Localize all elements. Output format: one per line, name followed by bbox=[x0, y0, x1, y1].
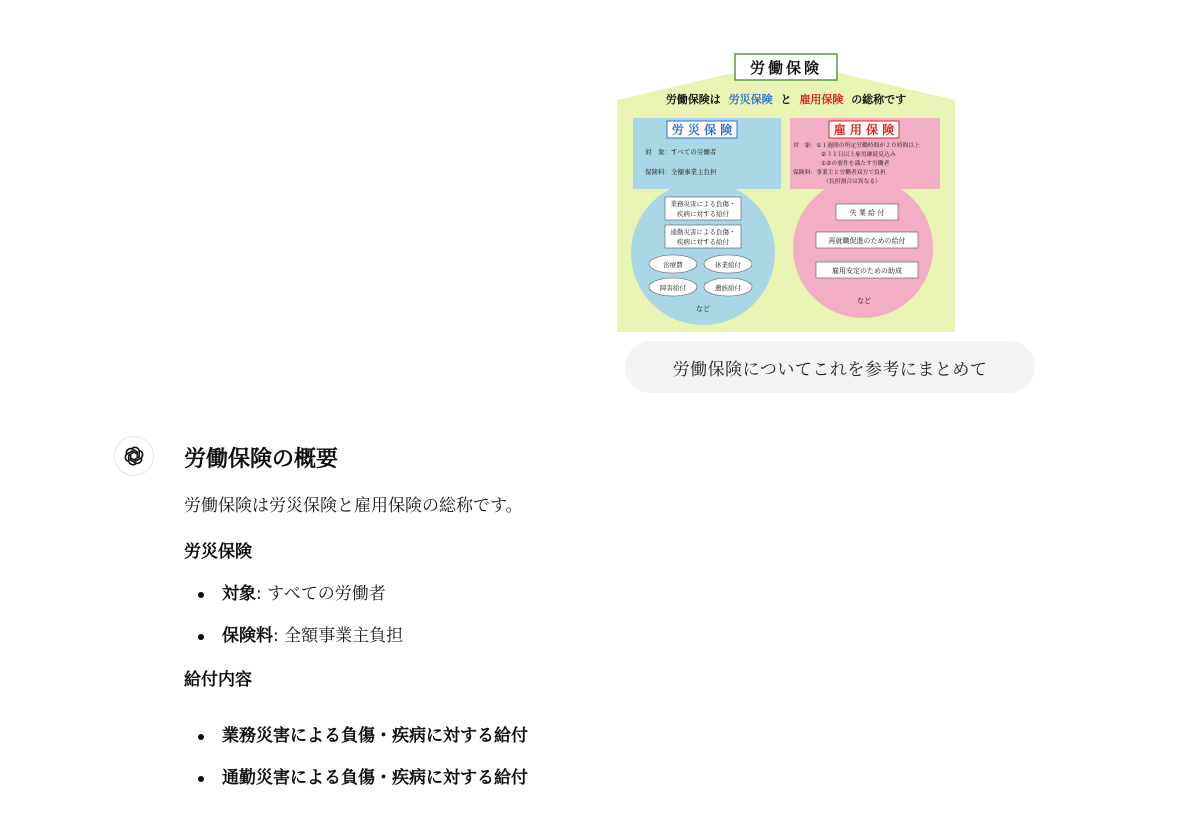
openai-logo-icon bbox=[122, 444, 146, 468]
rousai-etc: など bbox=[696, 305, 710, 313]
koyou-premium-2: （負担割合は異なる） bbox=[823, 179, 881, 185]
item-text: : すべての労働者 bbox=[256, 584, 386, 604]
rousai-target: 対 象：すべての労働者 bbox=[645, 148, 717, 156]
koyou-heading: 雇 用 保 険 bbox=[833, 123, 895, 137]
subtitle-to: と bbox=[780, 93, 792, 106]
koyou-target-1: 対 象：①１週間の所定労働時間が２０時間以上 bbox=[793, 143, 920, 149]
answer-lead: 労働保険は労災保険と雇用保険の総称です。 bbox=[184, 496, 523, 516]
oval-shougai: 障害給付 bbox=[660, 284, 686, 292]
svg-text:労働保険は 労災保険 と bbox=[666, 92, 906, 106]
item-label: 通勤災害による負傷・疾病に対する給付 bbox=[222, 768, 528, 788]
diagram-title: 労働保険 bbox=[749, 59, 823, 77]
rousai-box2-line1: 通勤災害による負傷・ bbox=[670, 228, 736, 236]
answer-heading: 労働保険の概要 bbox=[184, 447, 339, 472]
rousai-premium: 保険料：全額事業主負担 bbox=[645, 168, 717, 176]
list-item bbox=[184, 622, 1084, 650]
oval-chiryouhi: 治療費 bbox=[663, 261, 683, 269]
assistant-avatar bbox=[114, 436, 154, 476]
koyou-etc: など bbox=[857, 297, 871, 305]
section-kyufu-list bbox=[184, 722, 1084, 792]
subtitle-koyou: 雇用保険 bbox=[799, 93, 844, 106]
koyou-box-saishuushoku: 再就職促進のための給付 bbox=[828, 237, 906, 245]
section-rousai-list bbox=[184, 580, 1084, 650]
rousai-heading: 労 災 保 険 bbox=[671, 123, 733, 137]
rousai-box1-line1: 業務災害による負傷・ bbox=[670, 200, 736, 208]
subtitle-rousai: 労災保険 bbox=[728, 93, 773, 106]
koyou-premium-1: 保険料：事業主と労働者双方で負担 bbox=[793, 170, 886, 176]
item-label: 業務災害による負傷・疾病に対する給付 bbox=[222, 726, 528, 746]
list-item bbox=[184, 580, 1084, 608]
uploaded-image[interactable] bbox=[617, 52, 955, 332]
koyou-box-koyouantei: 雇用安定のための助成 bbox=[832, 267, 902, 275]
koyou-box-shitsugyou: 失 業 給 付 bbox=[849, 209, 885, 217]
subtitle-prefix: 労働保険は bbox=[665, 93, 721, 106]
item-label: 対象 bbox=[222, 584, 256, 604]
assistant-message bbox=[184, 440, 1084, 792]
subtitle-suffix: の総称です bbox=[851, 93, 907, 106]
rousai-box2-line2: 疾病に対する給付 bbox=[677, 238, 729, 246]
oval-izoku: 遺族給付 bbox=[715, 284, 741, 292]
list-item bbox=[184, 722, 1084, 750]
user-message-bubble bbox=[625, 341, 1035, 393]
koyou-target-2: ②３１日以上雇用継続見込み bbox=[821, 152, 896, 158]
user-message-text: 労働保険についてこれを参考にまとめて bbox=[672, 359, 988, 380]
section-kyufu-title: 給付内容 bbox=[184, 670, 252, 690]
list-item bbox=[184, 764, 1084, 792]
item-label: 保険料 bbox=[222, 626, 273, 646]
section-rousai-title: 労災保険 bbox=[184, 542, 252, 562]
koyou-target-3: ①②の要件を満たす労働者 bbox=[821, 161, 890, 167]
rousai-box1-line2: 疾病に対する給付 bbox=[677, 210, 729, 218]
oval-kyuugyou: 休業給付 bbox=[715, 261, 741, 269]
item-text: : 全額事業主負担 bbox=[273, 626, 404, 646]
